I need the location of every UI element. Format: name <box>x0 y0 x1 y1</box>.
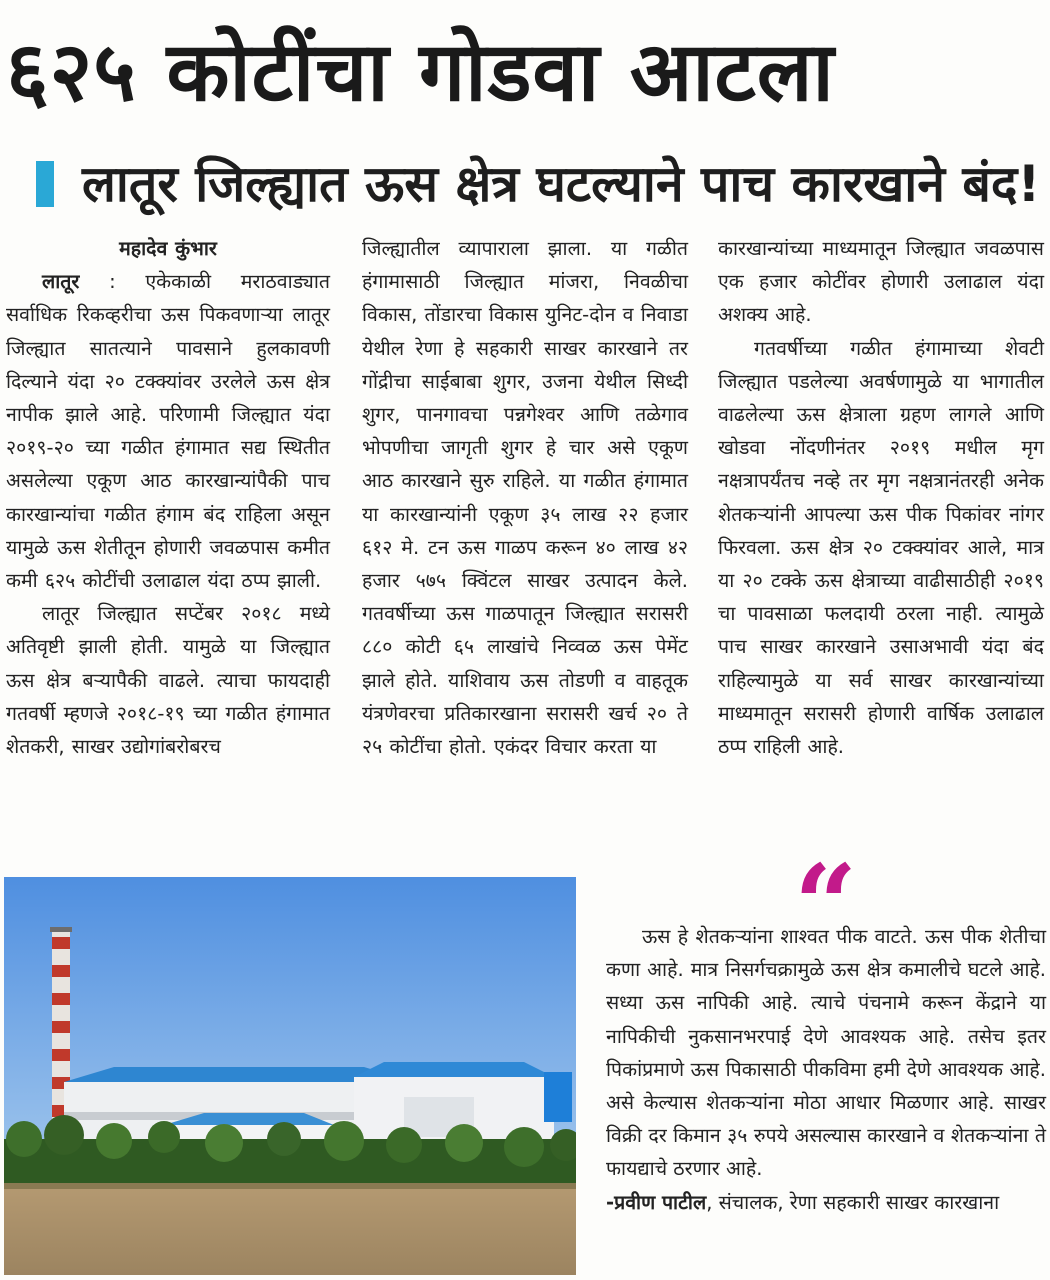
article-paragraph-1 <box>6 265 330 597</box>
accent-bar <box>36 161 54 207</box>
quote-author-role: , संचालक, रेणा सहकारी साखर कारखाना <box>706 1190 1000 1214</box>
subheadline-text: लातूर जिल्ह्यात ऊस क्षेत्र घटल्याने पाच कारखाने बंद! <box>82 155 1041 213</box>
article-column-3 <box>718 232 1044 763</box>
subheadline <box>36 145 1046 223</box>
article-paragraph-3: जिल्ह्यातील व्यापाराला झाला. या गळीत हंगामासाठी जिल्ह्यात मांजरा, निवळीचा विकास, तोंडारचा विकास युनिट-दोन व निवाडा येथील रेणा हे सहकारी साखर कारखाने तर गोंद्रीचा साईबाबा शुगर, उजना येथील सिध्दी शुगर, पानगावचा पन्नगेश्वर आणि तळेगाव भोपणीचा जागृती शुगर हे चार असे एकूण आठ कारखाने सुरु राहिले. या गळीत हंगामात या कारखान्यांनी एकूण ३५ लाख २२ हजार ६१२ मे. टन ऊस गाळप करून ४० लाख ४२ हजार ५७५ क्विंटल साखर उत्पादन केले. गतवर्षीच्या ऊस गाळपातून जिल्ह्यात सरासरी ८८० कोटी ६५ लाखांचे निव्वळ ऊस पेमेंट झाले होते. याशिवाय ऊस तोडणी व वाहतूक यंत्रणेवरचा प्रतिकारखाना सरासरी खर्च २० ते २५ कोटींचा होतो. एकंदर विचार करता या <box>362 237 688 759</box>
article-paragraph-2: लातूर जिल्ह्यात सप्टेंबर २०१८ मध्ये अतिवृष्टी झाली होती. यामुळे या जिल्ह्यात ऊस क्षेत्र बऱ्यापैकी वाढले. त्याचा फायदाही गतवर्षी म्हणजे २०१८-१९ च्या गळीत हंगामात शेतकरी, साखर उद्योगांबरोबरच <box>6 602 330 759</box>
byline: महादेव कुंभार <box>119 237 217 260</box>
quote-text: ऊस हे शेतकऱ्यांना शाश्वत पीक वाटते. ऊस पीक शेतीचा कणा आहे. मात्र निसर्गचक्रामुळे ऊस क्षेत्र कमालीचे घटले आहे. सध्या ऊस नापिकी आहे. त्याचे पंचनामे करून केंद्राने या नापिकीची नुकसानभरपाई देणे आवश्यक आहे. तसेच इतर पिकांप्रमाणे ऊस पिकासाठी पीकविमा हमी देणे आवश्यक आहे. असे केल्यास शेतकऱ्यांना मोठा आधार मिळणार आहे. साखर विक्री दर किमान ३५ रुपये असल्यास कारखाने व शेतकऱ्यांना ते फायद्याचे ठरणार आहे. <box>606 925 1046 1181</box>
dateline: लातूर <box>42 270 80 294</box>
article-column-2 <box>362 232 688 763</box>
article-column-1 <box>6 232 330 763</box>
quote-icon: “ <box>794 840 858 969</box>
pull-quote <box>606 920 1046 1219</box>
sugar-factory-photo <box>4 877 576 1275</box>
article-paragraph-1-text: : एकेकाळी मराठवाड्यात सर्वाधिक रिकव्हरीचा ऊस पिकवणाऱ्या लातूर जिल्ह्यात सातत्याने पावसाने हुलकावणी दिल्याने यंदा २० टक्क्यांवर उरलेले ऊस क्षेत्र नापीक झाले आहे. परिणामी जिल्ह्यात यंदा २०१९-२० च्या गळीत हंगामात सद्य स्थितीत असलेल्या एकूण आठ कारखान्यांपैकी पाच कारखान्यांचा गळीत हंगाम बंद राहिला असून यामुळे ऊस शेतीतून होणारी जवळपास कमीत कमी ६२५ कोटींची उलाढाल यंदा ठप्प झाली. <box>6 270 330 593</box>
quote-author: -प्रवीण पाटील <box>606 1190 707 1214</box>
headline: ६२५ कोटींचा गोडवा आटला <box>6 25 835 120</box>
dry-field <box>4 1183 576 1275</box>
quote-attribution <box>606 1186 1046 1219</box>
article-paragraph-5: गतवर्षीच्या गळीत हंगामाच्या शेवटी जिल्ह्यात पडलेल्या अवर्षणामुळे या भागातील वाढलेल्या ऊस क्षेत्राला ग्रहण लागले आणि खोडवा नोंदणीनंतर २०१९ मधील मृग नक्षत्रापर्यंतच नव्हे तर मृग नक्षत्रानंतरही अनेक शेतकऱ्यांनी आपल्या ऊस पीक पिकांवर नांगर फिरवला. ऊस क्षेत्र २० टक्क्यांवर आले, मात्र या २० टक्के ऊस क्षेत्राच्या वाढीसाठीही २०१९ चा पावसाळा फलदायी ठरला नाही. त्यामुळे पाच साखर कारखाने उसाअभावी यंदा बंद राहिल्यामुळे या सर्व साखर कारखान्यांच्या माध्यमातून सरासरी होणारी वार्षिक उलाढाल ठप्प राहिली आहे. <box>718 336 1044 759</box>
article-paragraph-4: कारखान्यांच्या माध्यमातून जिल्ह्यात जवळपास एक हजार कोटींवर होणारी उलाढाल यंदा अशक्य आहे. <box>718 237 1044 327</box>
